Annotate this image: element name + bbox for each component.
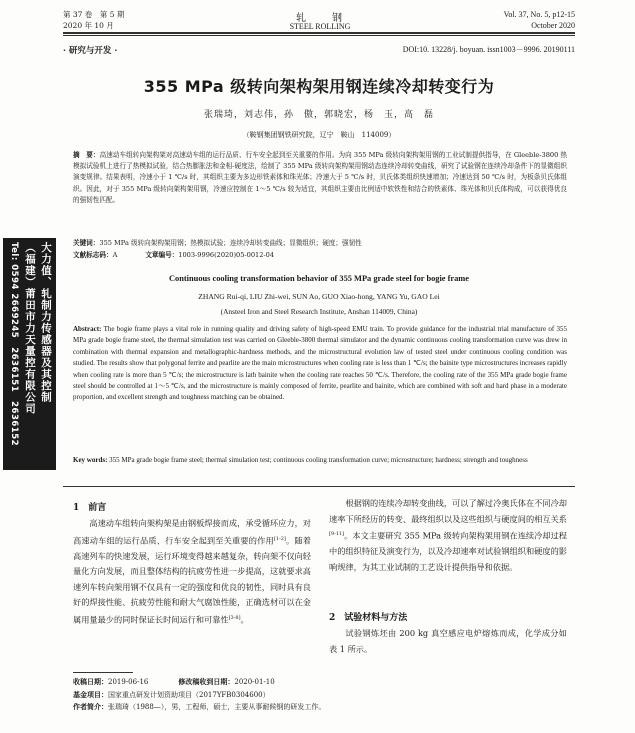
title-en: Continuous cooling transformation behavior of 355 MPa grade steel for bogie frame: [169, 274, 469, 283]
article-no-value: 1003-9996(2020)05-0012-04: [178, 251, 275, 259]
citation: [1-2]: [273, 535, 286, 542]
section-label: · 研究与开发 ·: [63, 46, 118, 56]
materials-column: [329, 626, 567, 657]
right-paragraph: [329, 496, 567, 575]
intro-text-3: 。: [240, 614, 249, 625]
fund-text: 国家重点研发计划资助项目（2017YFB0304600）: [108, 690, 270, 699]
article-no-label: 文章编号：: [145, 251, 179, 259]
keywords-cn-label: 关键词：: [73, 239, 100, 247]
right-text-2: 。本文主要研究 355 MPa 级转向架构架用钢在连续冷却过程中的组织特征及演变行为，以及冷却速率对试验钢组织和硬度的影响规律，为其工业试制的工艺设计提供指导和依据。: [329, 530, 567, 572]
revised-label: 修改稿收到日期：: [178, 677, 235, 686]
intro-text: 高速动车组转向架构架是由钢板焊接而成，承受循环应力，对高速动车组的运行品质、行车安全起到至关重要的作用: [73, 518, 311, 546]
abstract-rule: [63, 486, 575, 487]
issue-cn: 第 37 卷 第 5 期: [63, 10, 125, 19]
abstract-cn-label: 摘 要：: [73, 151, 100, 159]
issue-en: Vol. 37, No. 5, p12-15: [503, 10, 575, 19]
abstract-en-text: The bogie frame plays a vital role in running quality and driving safety of high-speed EMU train. To provide guidance for the industrial trial manufacture of 355 MPa grade bogie frame steel, the thermal simulation test was carried on Gleeble-3800 thermal simulator and the dynamic continuous cooling transformation curve was drew in combination with thermal expansion and metallographic-hardness methods, and the microstructural evolution law of tested steel under continuous cooling condition was studied. The results show that polygonal ferrite and pearlite are the main microstructures when cooling rate is less than 1 ℃/s; the bainite type microstructures increases rapidly when cooling rate is more than 5 ℃/s; the microstructure is lath bainite when the cooling rate reaches 50 ℃/s. Therefore, the cooling rate of the 355 MPa grade bogie frame steel should be controlled at 1～5 ℃/s, and the microstructure is mainly composed of ferrite, pearlite and bainite, which are combined with soft and hard phase in a moderate proportion, and excellent strength and toughness matching can be obtained.: [73, 325, 567, 402]
journal-name-en: STEEL ROLLING: [289, 22, 351, 31]
received-label: 收稿日期：: [73, 677, 108, 686]
fund-label: 基金项目：: [73, 689, 108, 699]
fund-line: [73, 689, 567, 702]
advertisement-stamp: [3, 238, 56, 470]
stamp-line-1: 大力值、轧制力传感器及其控制: [40, 242, 52, 403]
citation: [3-8]: [228, 614, 241, 621]
journal-name-cn: 轧 钢: [296, 13, 344, 24]
stamp-line-3: Tel: 0594 2669245 2636151 2636152: [9, 242, 19, 447]
keywords-en-label: Key words:: [73, 456, 108, 464]
footnote: [73, 676, 567, 714]
left-column: [73, 516, 311, 628]
paper-title: 355 MPa 级转向架构架用钢连续冷却转变行为: [143, 77, 495, 96]
authors-en: ZHANG Rui-qi, LIU Zhi-wei, SUN Ao, GUO Xiao-hong, YANG Yu, GAO Lei: [198, 292, 440, 301]
heading-introduction: 1 前言: [73, 503, 107, 513]
doc-code-value: A: [112, 251, 118, 259]
stamp-line-2: （福建）莆田市力天量控有限公司: [24, 242, 36, 415]
revised-date: 2020-01-10: [234, 678, 275, 686]
author-text: 张瑞琦（1988—），男，工程师，硕士，主要从事耐候钢的研发工作。: [108, 703, 326, 712]
header-rule: [63, 32, 575, 34]
keywords-cn-text: 355 MPa 级转向架构架用钢；热模拟试验；连续冷却转变曲线；显微组织；硬度；强韧性: [99, 239, 362, 247]
citation: [9-11]: [329, 531, 345, 537]
received-line: [73, 676, 567, 689]
header-rule-thin: [63, 35, 575, 36]
abstract-cn-text: 高速动车组转向架构架对高速动车组的运行品质、行车安全起到至关重要的作用。为向 355 MPa 级转向架构架用钢的工业试制提供指导，在 Gleeble-3800 热模拟试验机上进行了热模拟试验，结合热膨胀法和金相-硬度法，绘制了 355 MPa 级转向架构架用钢动态连续冷却转变曲线，研究了试验钢在连续冷却条件下的显微组织演变规律。结果表明，冷速小于 1 ℃/s 时，其组织主要为多边形铁素体和珠光体；冷速大于 5 ℃/s 时，贝氏体类组织快速增加；冷速达到 50 ℃/s 时，为板条贝氏体组织。因此，对于 355 MPa 级转向架构架用钢，冷速应控制在 1～5 ℃/s 较为适宜，其组织主要由比例适中软铁性和结合的铁素体、珠光体和贝氏体构成，可以获得优良的强韧性匹配。: [73, 151, 568, 204]
intro-text-2: 。随着高速列车的快速发展，运行环境变得越来越复杂，转向架不仅向轻量化方向发展，而且整体结构的抗疲劳性进一步提高，这就要求高速列车转向架用钢不仅具有一定的强度和优良的韧性，同时具有良好的焊接性能、抗疲劳性能和耐大气腐蚀性能，正确选材可以在金属用量最少的同时保证长时间运行和可靠性: [73, 535, 311, 625]
abstract-en-label: Abstract:: [73, 325, 102, 333]
date-en: October 2020: [531, 21, 575, 30]
author-line: [73, 701, 567, 714]
keywords-cn: [73, 238, 567, 249]
intro-paragraph: [73, 516, 311, 628]
materials-paragraph: 试验钢炼坯由 200 kg 真空感应电炉熔炼而成，化学成分如表 1 所示。: [329, 628, 567, 654]
date-cn: 2020 年 10 月: [63, 21, 114, 30]
keywords-en-text: 355 MPa grade bogie frame steel; thermal simulation test; continuous cooling transformation curve; microstructure; hardness; strength and toughness: [109, 456, 528, 464]
author-label: 作者简介：: [73, 702, 108, 712]
authors: 张瑞琦，刘志伟，孙 傲，郭晓宏，杨 玉，高 磊: [203, 110, 434, 120]
doc-code-label: 文献标志码：: [73, 251, 113, 259]
affiliation: （鞍钢集团钢铁研究院，辽宁 鞍山 114009）: [242, 131, 396, 139]
right-column: [329, 496, 567, 575]
classification-cn: [73, 250, 567, 261]
received-date: 2019-06-16: [108, 678, 149, 686]
keywords-en: [73, 455, 567, 466]
right-text: 根据钢的连续冷却转变曲线，可以了解过冷奥氏体在不同冷却速率下所经历的转变、最终组织以及这些组织与硬度间的相互关系: [329, 498, 567, 524]
abstract-en: [73, 324, 567, 404]
footnote-rule: [73, 672, 133, 673]
abstract-cn: [73, 150, 567, 206]
doi: DOI:10. 13228/j. boyuan. issn1003－9996. 20190111: [402, 45, 575, 54]
heading-materials: 2 试验材料与方法: [329, 613, 408, 623]
affiliation-en: (Ansteel Iron and Steel Research Institute, Anshan 114009, China): [220, 307, 418, 316]
